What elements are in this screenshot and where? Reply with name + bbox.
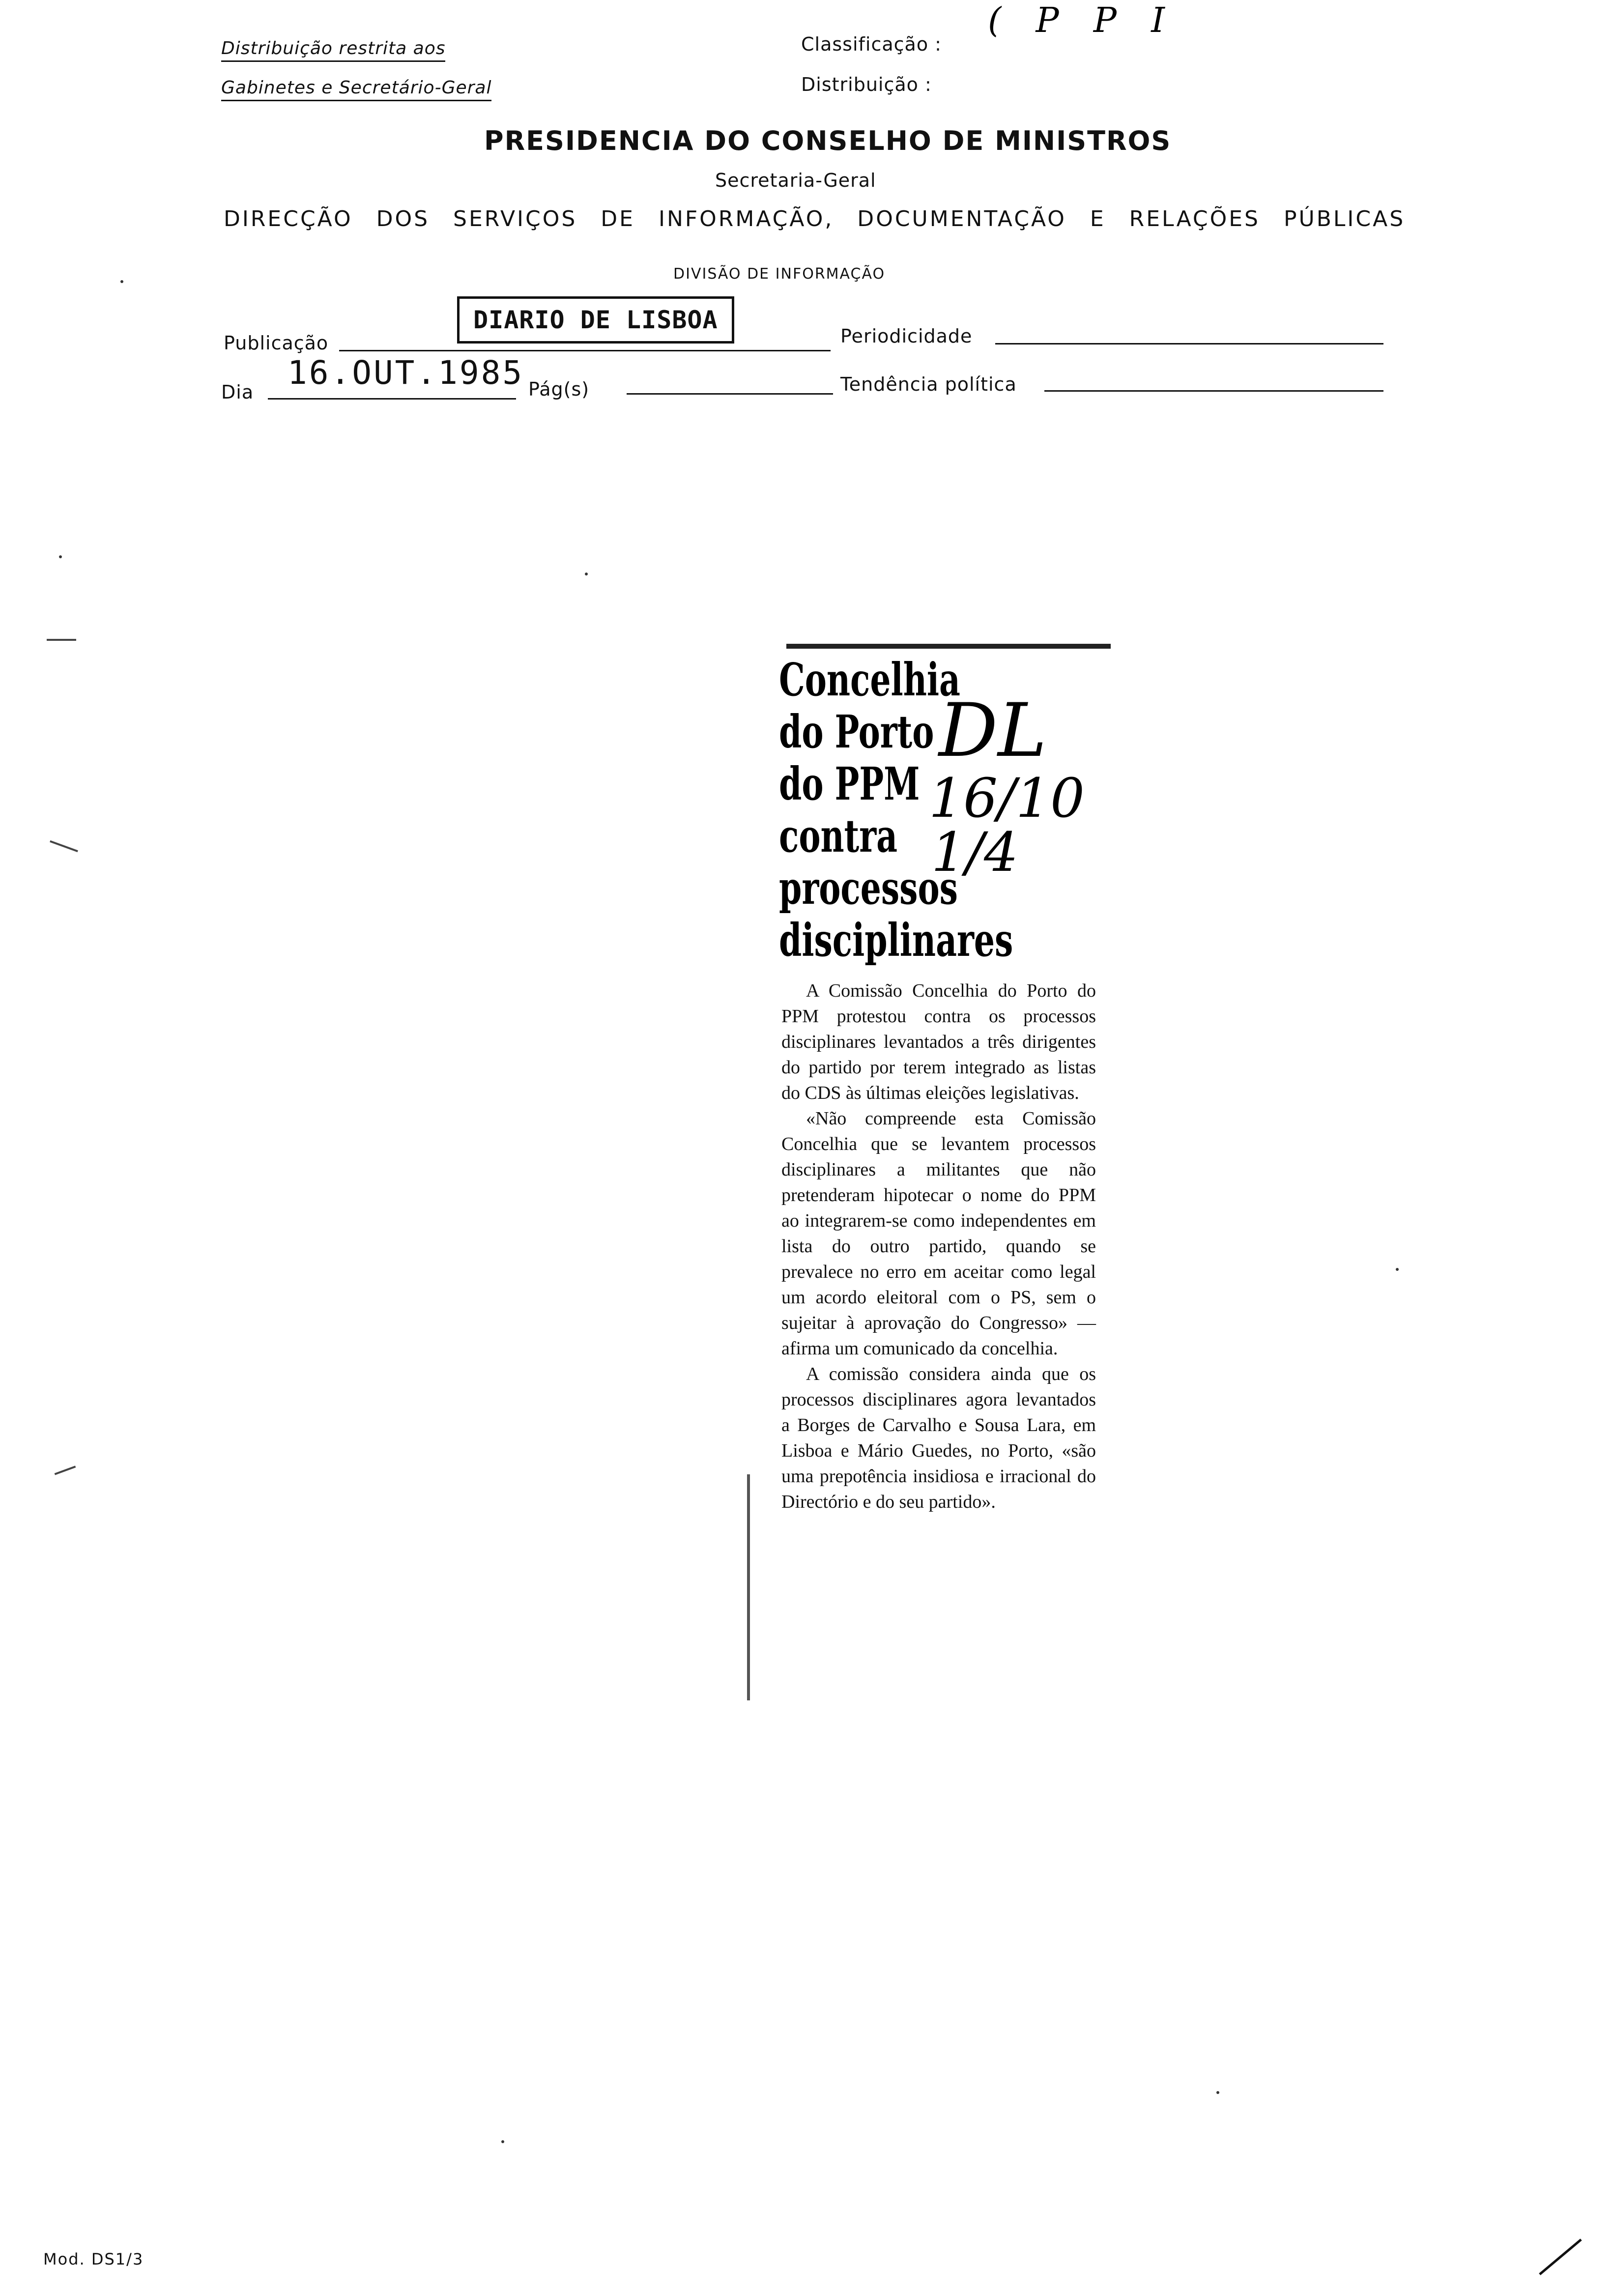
presidency-title: PRESIDENCIA DO CONSELHO DE MINISTROS — [484, 125, 1172, 156]
headline-line: contra — [779, 809, 898, 862]
restricted-distribution-line2: Gabinetes e Secretário-Geral — [221, 78, 491, 101]
publication-label: Publicação — [224, 332, 329, 354]
headline-line: disciplinares — [779, 914, 1013, 967]
day-value: 16.OUT.1985 — [288, 354, 524, 392]
classification-handwritten-mark: ( P P I — [988, 0, 1177, 40]
article-paragraph: A comissão considera ainda que os processos disciplinares agora levantados a Borges de Carvalho e Sousa Lara, em Lisboa e Mário Guedes, no Porto, «são uma prepotência insidiosa e irracional do Directório e do seu partido». — [781, 1364, 1096, 1512]
scan-speck — [120, 280, 123, 283]
scan-speck — [1216, 2091, 1219, 2094]
scan-speck — [501, 2140, 504, 2143]
clipping-left-edge — [747, 1474, 750, 1700]
article-body — [781, 978, 1096, 1515]
publication-stamp: DIARIO DE LISBOA — [457, 296, 734, 344]
scan-speck — [585, 573, 588, 575]
scan-speck — [59, 555, 62, 558]
scan-mark — [47, 639, 76, 641]
secretariat-subtitle: Secretaria-Geral — [715, 170, 876, 191]
publication-underline — [339, 350, 831, 351]
newspaper-clipping — [742, 639, 1116, 1740]
directorate-line: DIRECÇÃO DOS SERVIÇOS DE INFORMAÇÃO, DOCUMENTAÇÃO E RELAÇÕES PÚBLICAS — [224, 206, 1406, 231]
article-paragraph: A Comissão Concelhia do Porto do PPM protestou contra os processos disciplinares levantados a três dirigentes do partido por terem integrado as listas do CDS às últimas eleições legislativas. — [781, 980, 1096, 1103]
article-paragraph: «Não compreende esta Comissão Concelhia que se levantem processos disciplinares a militantes que não pretenderam hipotecar o nome do PPM ao integrarem-se como independentes em lista do outro partido, quando se prevalece no erro em aceitar como legal um acordo eleitoral com o PS, sem o sujeitar à aprovação do Congresso» — afirma um comunicado da concelhia. — [781, 1108, 1096, 1359]
division-label: DIVISÃO DE INFORMAÇÃO — [673, 265, 886, 283]
headline-line: do PPM — [779, 757, 920, 810]
headline-line: processos — [779, 861, 958, 915]
scan-mark — [50, 840, 78, 852]
political-tendency-underline — [1044, 390, 1383, 392]
periodicity-label: Periodicidade — [840, 325, 973, 347]
restricted-distribution-line1: Distribuição restrita aos — [221, 38, 445, 62]
headline-line: do Porto — [779, 705, 934, 758]
handwritten-number: 1/4 — [931, 821, 1019, 884]
classification-label: Classificação : — [801, 33, 942, 55]
distribution-label: Distribuição : — [801, 74, 932, 95]
scan-mark — [55, 1465, 76, 1475]
handwritten-initials: DL — [939, 688, 1047, 774]
pages-underline — [627, 393, 833, 395]
handwritten-date: 16/10 — [929, 767, 1085, 830]
form-code: Mod. DS1/3 — [43, 2250, 144, 2268]
periodicity-underline — [995, 343, 1383, 344]
corner-mark — [1539, 2239, 1582, 2275]
political-tendency-label: Tendência política — [840, 373, 1017, 395]
headline-line: Concelhia — [779, 653, 960, 706]
day-label: Dia — [221, 381, 254, 403]
pages-label: Pág(s) — [528, 378, 590, 400]
day-underline — [268, 398, 516, 400]
scan-speck — [1396, 1268, 1399, 1271]
clipping-top-rule — [786, 644, 1111, 649]
